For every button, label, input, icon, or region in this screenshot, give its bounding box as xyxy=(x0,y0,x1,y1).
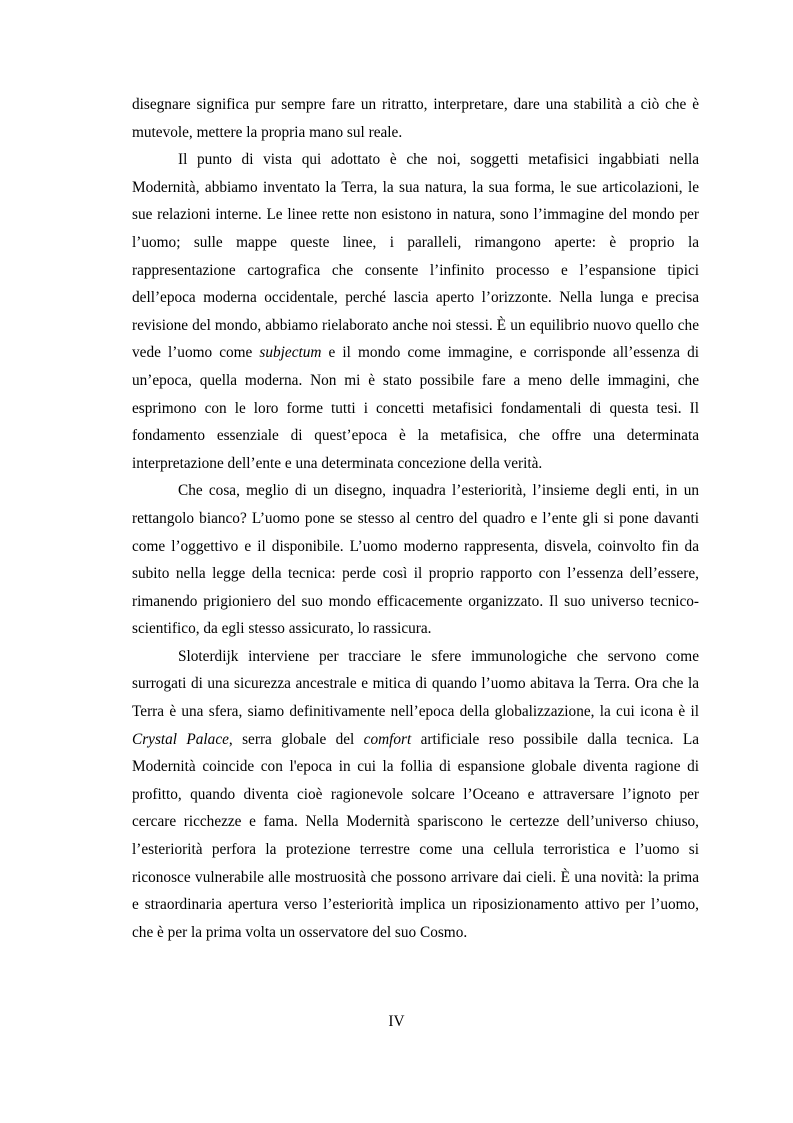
paragraph-2 xyxy=(132,146,699,477)
paragraph-4-text-c: artificiale reso possibile dalla tecnica. La Modernità coincide con l'epoca in cui la follia di espansione globale diventa ragione di profitto, quando diventa cioè ragionevole solcare l’Oceano e attraversare l’ignoto per cercare ricchezze e fama. Nella Modernità spariscono le certezze dell’universo chiuso, l’esteriorità perfora la protezione terrestre come una cellula terroristica e l’uomo si riconosce vulnerabile alle mostruosità che possono arrivare dai cieli. È una novità: la prima e straordinaria apertura verso l’esteriorità implica un riposizionamento attivo per l’uomo, che è per la prima volta un osservatore del suo Cosmo. xyxy=(132,730,699,941)
italic-term-comfort: comfort xyxy=(363,730,412,748)
paragraph-4-text-a: Sloterdijk interviene per tracciare le sfere immunologiche che servono come surrogati di una sicurezza ancestrale e mitica di quando l’uomo abitava la Terra. Ora che la Terra è una sfera, siamo definitivamente nell’epoca della globalizzazione, la cui icona è il xyxy=(132,647,699,721)
italic-term-crystal-palace: Crystal Palace xyxy=(132,730,229,748)
paragraph-2-text-a: Il punto di vista qui adottato è che noi, soggetti metafisici ingabbiati nella Modernità, abbiamo inventato la Terra, la sua natura, la sua forma, le sue articolazioni, le sue relazioni interne. Le linee rette non esistono in natura, sono l’immagine del mondo per l’uomo; sulle mappe queste linee, i paralleli, rimangono aperte: è proprio la rappresentazione cartografica che consente l’infinito processo e l’espansione tipici dell’epoca moderna occidentale, perché lascia aperto l’orizzonte. Nella lunga e precisa revisione del mondo, abbiamo rielaborato anche noi stessi. È un equilibrio nuovo quello che vede l’uomo come xyxy=(132,151,699,362)
paragraph-2-text-b: e il mondo come immagine, e corrisponde all’essenza di un’epoca, quella moderna. Non mi è stato possibile fare a meno delle immagini, che esprimono con le loro forme tutti i concetti metafisici fondamentali di questa tesi. Il fondamento essenziale di quest’epoca è la metafisica, che offre una determinata interpretazione dell’ente e una determinata concezione della verità. xyxy=(132,344,699,472)
body-text xyxy=(132,91,699,946)
italic-term-subjectum: subjectum xyxy=(259,344,322,362)
paragraph-1 xyxy=(132,91,699,146)
paragraph-3-text: Che cosa, meglio di un disegno, inquadra l’esteriorità, l’insieme degli enti, in un rettangolo bianco? L’uomo pone se stesso al centro del quadro e l’ente gli si pone davanti come l’oggettivo e il disponibile. L’uomo moderno rappresenta, disvela, coinvolto fin da subito nella legge della tecnica: perde così il proprio rapporto con l’essenza dell’essere, rimanendo prigioniero del suo mondo efficacemente organizzato. Il suo universo tecnico-scientifico, da egli stesso assicurato, lo rassicura. xyxy=(132,482,699,638)
paragraph-4-text-b: , serra globale del xyxy=(228,730,364,748)
page-number: IV xyxy=(388,1013,405,1030)
paragraph-3 xyxy=(132,477,699,643)
paragraph-4 xyxy=(132,643,699,947)
paragraph-1-text: disegnare significa pur sempre fare un ritratto, interpretare, dare una stabilità a ciò che è mutevole, mettere la propria mano sul reale. xyxy=(132,96,699,141)
